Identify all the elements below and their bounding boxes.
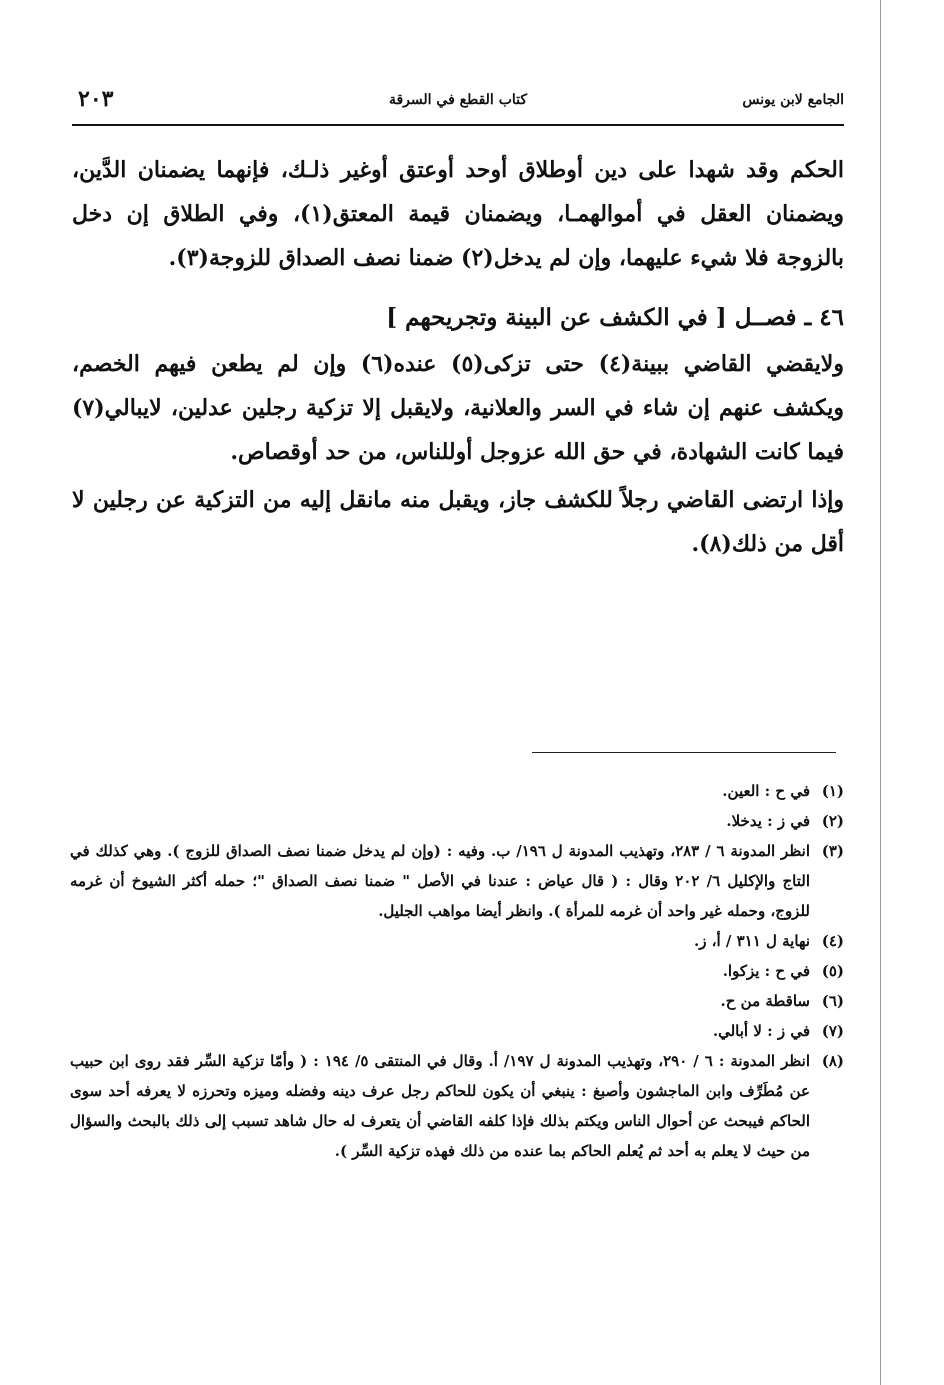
footnote-text: في ح : يزكوا. <box>722 962 810 980</box>
footnote-text: انظر المدونة : ٦ / ٢٩٠، وتهذيب المدونة ل ١٩٧/ أ. وقال في المنتقى ٥/ ١٩٤ : ( وأمّا تزكية السِّر فقد روى ابن حبيب عن مُطَرِّف وابن الماجشون وأصبغ : ينبغي أن يكون للحاكم رجل عرف دينه وفضله وميزه وتحرزه لا يعرفه أحد سوى الحاكم فيبحث عن أحوال الناس ويكتم بذلك فإذا كلفه القاضي أن يتعرف له حال شاهد تسبب إلى ذلك بالبحث والسؤال من حيث لا يعلم به أحد ثم يُعلم الحاكم بما عنده من ذلك فهذه تزكية السِّر ). <box>70 1052 810 1160</box>
footnote-text: في ح : العين. <box>722 782 810 800</box>
footnote-number: (٢) <box>821 812 844 830</box>
footnote-number: (٧) <box>821 1022 844 1040</box>
footnote-text: ساقطة من ح. <box>720 992 810 1010</box>
footnote-number: (٦) <box>821 992 844 1010</box>
footnotes <box>70 776 844 1166</box>
footnote <box>70 1016 844 1046</box>
section-heading: ٤٦ ـ فصــل [ في الكشف عن البينة وتجريحهم ] <box>386 304 844 331</box>
footnote <box>70 926 844 956</box>
footnote <box>70 1046 844 1166</box>
footnote-separator <box>532 752 836 753</box>
paragraph-3: وإذا ارتضى القاضي رجلاً للكشف جاز، ويقبل منه مانقل إليه من التزكية عن رجلين لا أقل من ذلك(٨). <box>72 487 844 557</box>
footnote-number: (٤) <box>821 932 844 950</box>
footnote <box>70 956 844 986</box>
main-text <box>72 148 844 566</box>
paragraph-2: ولايقضي القاضي ببينة(٤) حتى تزكى(٥) عنده(٦) وإن لم يطعن فيهم الخصم، ويكشف عنهم إن شاء في السر والعلانية، ولايقبل إلا تزكية رجلين عدلين، لايبالي(٧) فيما كانت الشهادة، في حق الله عزوجل أوللناس، من حد أوقصاص. <box>72 351 844 465</box>
chapter-title: كتاب القطع في السرقة <box>388 92 528 108</box>
page-number: ٢٠٣ <box>78 86 114 112</box>
footnote-text: في ز : لا أبالي. <box>712 1022 810 1040</box>
footnote <box>70 776 844 806</box>
book-title: الجامع لابن يونس <box>742 92 844 108</box>
footnote-text: انظر المدونة ٦ / ٢٨٣، وتهذيب المدونة ل ١٩٦/ ب. وفيه : (وإن لم يدخل ضمنا نصف الصداق للزوج ). وهي كذلك في التاج والإكليل ٦/ ٢٠٢ وقال : ( قال عياض : عندنا في الأصل " ضمنا نصف الصداق "؛ حمله أكثر الشيوخ أن غرمه للزوج، وحمله غير واحد أن غرمه للمرأة ). وانظر أيضا مواهب الجليل. <box>70 842 811 920</box>
running-header <box>72 88 844 116</box>
footnote <box>70 986 844 1016</box>
footnote-number: (٣) <box>821 842 844 860</box>
header-rule <box>72 124 844 126</box>
footnote-text: في ز : يدخلا. <box>726 812 810 830</box>
footnote-text: نهاية ل ٣١١ / أ، ز. <box>693 932 810 950</box>
footnote <box>70 836 844 926</box>
footnote-number: (٨) <box>821 1052 844 1070</box>
footnote-number: (٥) <box>821 962 844 980</box>
paragraph-1: الحكم وقد شهدا على دين أوطلاق أوحد أوعتق أوغير ذلـك، فإنهما يضمنان الدَّين، ويضمنان العقل في أموالهمـا، ويضمنان قيمة المعتق(١)، وفي الطلاق إن دخل بالزوجة فلا شيء عليهما، وإن لم يدخل(٢) ضمنا نصف الصداق للزوجة(٣). <box>72 157 844 271</box>
footnote-number: (١) <box>821 782 844 800</box>
footnote <box>70 806 844 836</box>
